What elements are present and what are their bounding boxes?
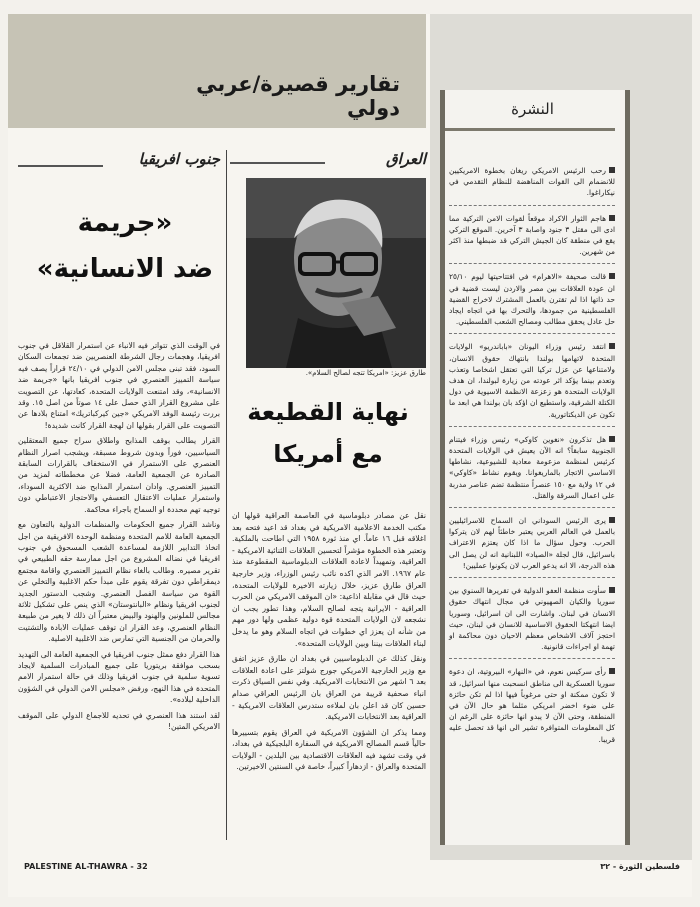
square-bullet-icon — [609, 587, 615, 593]
square-bullet-icon — [609, 273, 615, 279]
square-bullet-icon — [609, 343, 615, 349]
news-item: هاجم الثوار الاكراد موقعاً لقوات الامن التركية مما ادى الى مقتل ٣ جنود واصابة ٣ آخرين. الموقع التركي يقع في منطقة كان الجيش التركي قد ضبطها منذ اكثر من شهرين. — [449, 213, 615, 265]
article-paragraph: وناشد القرار جميع الحكومات والمنظمات الدولية بالتعاون مع الجمعية العامة للامم المتحدة ومنظمة الوحدة الافريقية من اجل اتخاذ التدابير اللازمة لمساعدة الشعب المسحوق في جنوب افريقيا في نضاله المشروع من اجل ممارسة حقه الطبيعي في تقرير مصيره. وطالب بالغاء نظام التمييز العنصري واقامة مجتمع ديمقراطي دون تفرقة يقوم على مبدأ حكم الاغلبية والتخلي عن القوة من سياسة الفصل العنصري. وشجب الدستور الجديد لجنوب افريقيا ونظام «البانتوستان» الذي ينص على تشكيل ثلاثة مجالس للملونين والهنود والبيض معتبراً ان ذلك لا يغير من طبيعة النظام العنصري، وعد القرار ان توقف عمليات الابادة والتشتيت والحرمان من الجنسية التي تمارس ضد الاغلبية الاصلية. — [18, 520, 220, 644]
divider — [18, 165, 103, 167]
iraq-article-body — [232, 510, 426, 777]
south-africa-section-label: جنوب افريقيا — [138, 150, 220, 168]
article-paragraph: ومما يذكر ان الشؤون الامريكية في العراق يقوم بتسييرها حالياً قسم المصالح الامريكية في السفارة البلجيكية في بغداد، في وقت تشهد فيه العلاقات الاقتصادية بين البلدين - الولايات المتحدة والعراق - ازدهاراً كبيراً، خاصة في السنتين الاخيرتين. — [232, 727, 426, 772]
south-africa-headline-line1: «جريمة — [77, 208, 173, 238]
column-divider — [226, 150, 227, 840]
article-paragraph: القرار يطالب بوقف المذابح واطلاق سراح جميع المعتقلين السياسيين، فوراً وبدون شروط مسبقة، ويشجب اصرار النظام العنصري على الاستمرار في الاستخفاف بالقرارات السابقة الصادرة عن الجمعية العامة، فضلا عن مخططاته لمزيد من التمييز العنصري. وادان استمرار المذابح ضد الاكثرية السوداء، واستمرار عمليات الاعتقال التعسفي والاحتجاز الاعتباطي دون توجيه تهم محددة او السماح باجراء محاكمة. — [18, 436, 220, 514]
tariq-aziz-photo — [246, 178, 426, 368]
section-header-title: تقارير قصيرة/عربي دولي — [196, 72, 400, 120]
article-paragraph: هذا القرار دفع ممثل جنوب افريقيا في الجمعية العامة الى التهديد بسحب موافقة بريتوريا على جميع المبادرات السلمية لايجاد تسوية سلمية في جنوب افريقيا وذلك في حالة استمرار الامم المتحدة في هذا النهج، ورفض «مجلس الامن الدولي في الشؤون الداخلية لبلاده». — [18, 649, 220, 705]
iraq-headline-line1: نهاية القطيعة — [247, 398, 409, 426]
square-bullet-icon — [609, 436, 615, 442]
article-paragraph: في الوقت الذي تتواتر فيه الانباء عن استمرار القلاقل في جنوب افريقيا، وهجمات رجال الشرطة العنصريين ضد تجمعات السكان السود، فقد تبنى مجلس الامن الدولي في ٢٤/١٠ قراراً يصف فيه سياسة التمييز العنصري في جنوب افريقيا بانها «جريمة ضد الانسانية»، وقد امتنعت الولايات المتحدة، كعادتها، عن التصويت على مشروع القرار الذي حصل على ١٤ صوتاً من اصل ١٥. وقد بررت رئيسة الوفد الامريكي «جين كيركباتريك» امتناع بلادها عن التصويت على القرار بقولها ان لهجة القرار كانت شديدة! — [18, 341, 220, 430]
news-item: رحب الرئيس الامريكي ريغان بخطوة الامريكيين للانضمام الى القوات المناهضة للنظام التقدمي في نيكاراغوا. — [449, 165, 615, 206]
news-item: سأوت منظمة العفو الدولية في تقريرها السنوي بين سوريا والكيان الصهيوني في مجال انتهاك حقوق الانسان في لبنان. واشارت الى ان اسرائيل، وسوريا ايضا انتهكتا الحقوق الاساسية للانسان في لبنان، حيث احتجز آلاف الاشخاص معظم الاحيان دون محاكمة او تهمة او اجراءات قانونية. — [449, 585, 615, 659]
photo-caption: طارق عزيز: «امريكا تتجه لصالح السلام». — [305, 369, 426, 377]
news-item: هل تذكرون «نغوين كاوكي» رئيس وزراء فيتنام الجنوبية سابقاً؟ انه الآن يعيش في الولايات المتحدة كرئيس لمنظمة مزعومة معادية للشيوعية، نشاطها الاساسي الاتجار بالماريغوانا. ويقوم نشاط «كاوكي» في ١٢ ولاية مع ١٥٠ عنصراً منتظمة تضم عناصر مدربة على اعمال السرقة والقتل. — [449, 434, 615, 508]
news-bulletin-list — [449, 165, 615, 758]
footer-page-label-arabic: فلسطين الثورة - ٣٢ — [600, 862, 680, 871]
news-item: يرى الرئيس السوداني ان السماح للاسرائيليين بالعمل في العالم العربي يعتبر خاطئاً لهم لان يتركوا الحرب. وحول سؤال ما اذا كان يعتزم الاعتراف باسرائيل، قال لجلة «الصياد» اللبنانية انه لن يصل الى هذه الدرجة، الا انه يدعو العرب لان يكونوا عمليين! — [449, 515, 615, 578]
divider — [230, 162, 325, 164]
news-item: قالت صحيفة «الاهرام» في افتتاحيتها ليوم ٢٥/١٠ ان عودة العلاقات بين مصر والاردن ليست قضية في حد ذاتها اذا لم تقترن بالعمل المشترك لاخراج القضية الفلسطينية من جمودها، والتحرك بها في اتجاه ايجاد حل عادل يحقق مطالب ومصالح الشعب الفلسطيني. — [449, 271, 615, 334]
iraq-section-label: العراق — [385, 150, 426, 168]
square-bullet-icon — [609, 167, 615, 173]
footer-page-label-latin: PALESTINE AL-THAWRA - 32 — [24, 862, 148, 871]
news-item: انتقد رئيس وزراء اليونان «باباندريو» الولايات المتحدة لاتهامها بولندا بانتهاك حقوق الانسان، ولامتناعها عن عزل تركيا التي تعتقل اشخاصا وتعذب وتعدم بينما يؤكد اثر عودته من زيارة لبولندا، ان هدف الولايات المتحدة هو زعزعة الانظمة الاسيوية في دول الكتلة الشرقية، واستطيع ان اؤكد بان بولندا هي ابعد ما تكون عن الديكتاتورية. — [449, 341, 615, 426]
iraq-headline-line2: مع أمريكا — [273, 440, 383, 468]
square-bullet-icon — [609, 517, 615, 523]
divider — [445, 128, 615, 131]
south-africa-article-body — [18, 340, 220, 736]
news-bulletin-heading: النشرة — [511, 100, 554, 118]
square-bullet-icon — [609, 215, 615, 221]
article-paragraph: لقد استند هذا العنصري في تحديه للاجماع الدولي على الموقف الامريكي المتين! — [18, 710, 220, 731]
news-item: رأى سركيس نعوم، في «النهار» البيروتية، ان دعوة سوريا العسكرية الى مناطق انسحبت منها اسرائيل، قد لا تكون ممكنة او حتى مرغوباً فيها اذا لم تكن حائزة على ضوء اخضر امريكي مثلما هو حال الآن في المنطقة، وحتى الآن لا يبدو انها حائزة على الرغم ان كل المعلومات المتوافرة تشير الى انها قد تحصل عليه قريبا. — [449, 667, 615, 744]
square-bullet-icon — [609, 668, 615, 674]
article-paragraph: نقل عن مصادر دبلوماسية في العاصمة العراقية قولها ان مكتب الخدمة الاعلامية الامريكية في بغداد قد اعيد فتحه بعد اغلاقه قبل ١٦ عاماً. اي منذ ثورة ١٩٥٨ التي اطاحت بالملكية. وتعتبر هذه الخطوة مؤشراً لتحسين العلاقات الثنائية الامريكية - العراقية، وتمهيداً لاعادة العلاقات الدبلوماسية المقطوعة منذ عام ١٩٦٧. الامر الذي اكده نائب رئيس الوزراء، وزير خارجية العراق طارق عزيز، خلال زيارته الاخيرة للولايات المتحدة، حيث قال في مقابلة اذاعية: «ان الموقف الامريكي من الحرب العراقية - الايرانية يتجه لصالح السلام، وهذا تطور يجب ان نشجعه لان الولايات المتحدة قوة دولية عظمى ولها دور مهم من شأنه ان يعزز اي خطوات في اتجاه السلام وهو ما يدخل لبناء العلاقات بيننا وبين الولايات المتحدة». — [232, 511, 426, 648]
south-africa-headline-line2: ضد الانسانية» — [36, 254, 214, 284]
article-paragraph: ونقل كذلك عن الدبلوماسيين في بغداد ان طارق عزيز اتفق مع وزير الخارجية الامريكي جورج شولتز على اعادة العلاقات بعد ٦ اشهر من الانتخابات الامريكية. وفي نفس السياق ذكرت انباء صحفية قريبة من العراق بان الرئيس العراقي صدام حسين كان قد اعلن بان لملاءه ستدرس العلاقات الامريكية - العراقية بعد الانتخابات الامريكية. — [232, 654, 426, 722]
portrait-illustration — [246, 178, 426, 368]
